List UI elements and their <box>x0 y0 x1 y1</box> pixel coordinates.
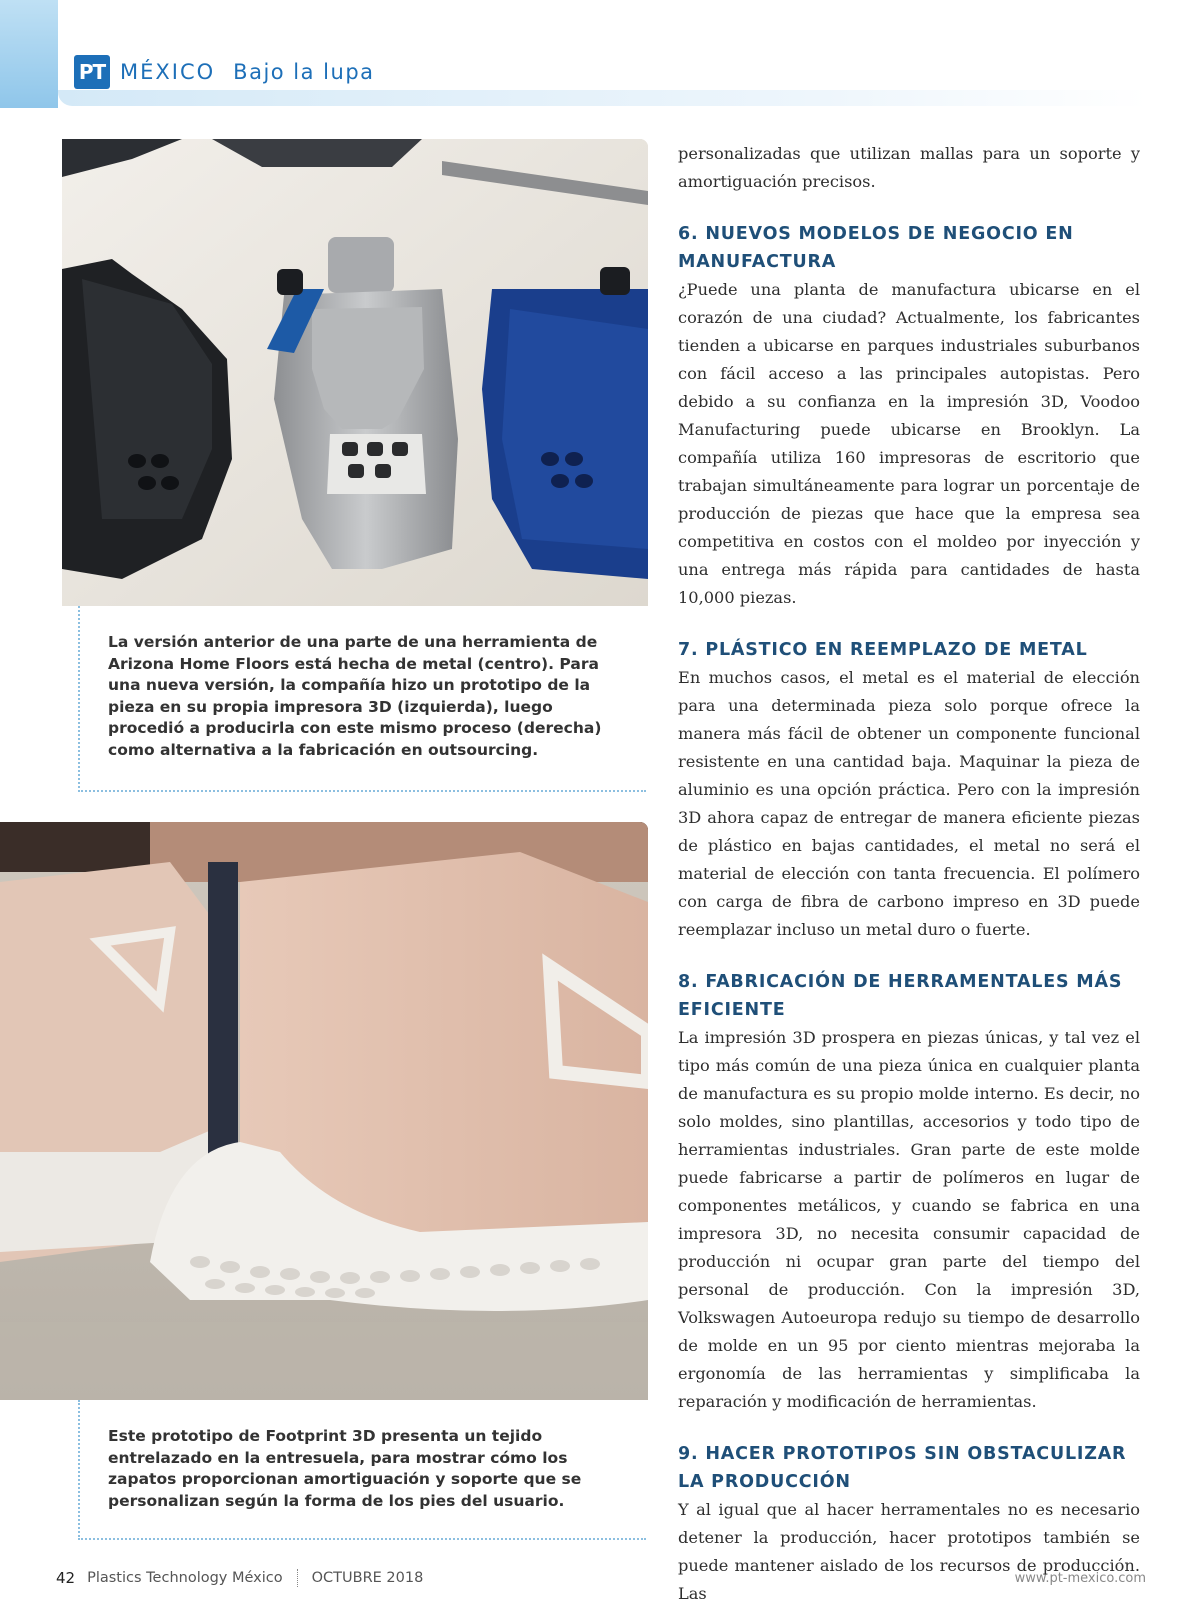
tool-parts-photo <box>62 139 648 606</box>
figure-caption-1: La versión anterior de una parte de una herramienta de Arizona Home Floors está hecha de metal (centro). Para una nueva versión, la compañía hizo un prototipo de la pieza en su propia impresora 3D (izquierda), luego procedió a producirla con este mismo proceso (derecha) como alternativa a la fabricación en outsourcing. <box>78 606 646 792</box>
section-heading-9: 9. HACER PROTOTIPOS SIN OBSTACULIZAR LA PRODUCCIÓN <box>678 1444 1127 1492</box>
page-header <box>74 54 375 90</box>
page-footer <box>56 1566 1146 1590</box>
shoe-prototype-photo <box>0 822 648 1400</box>
figure-caption-2: Este prototipo de Footprint 3D presenta un tejido entrelazado en la entresuela, para mostrar cómo los zapatos proporcionan amortiguación y soporte que se personalizan según la forma de los pies del usuario. <box>78 1400 646 1540</box>
section-title: MÉXICO <box>120 60 216 84</box>
subsection-title: Bajo la lupa <box>233 60 375 84</box>
header-accent-bar <box>0 0 58 108</box>
section-body-7: En muchos casos, el metal es el material de elección para una determinada pieza solo porque ofrece la manera más fácil de obtener un componente funcional resistente en una cantidad baja. Maquinar la pieza de aluminio es una opción práctica. Pero con la impresión 3D ahora capaz de entregar de manera eficiente piezas de plástico en bajas cantidades, el metal no será el material de elección con tanta frecuencia. El polímero con carga de fibra de carbono impreso en 3D puede reemplazar incluso un metal duro o fuerte. <box>678 668 1140 939</box>
publication-name: Plastics Technology México <box>87 1570 283 1586</box>
footer-divider <box>297 1569 298 1587</box>
section-heading-7: 7. PLÁSTICO EN REEMPLAZO DE METAL <box>678 640 1088 660</box>
tool-parts-illustration <box>62 139 648 606</box>
intro-paragraph: personalizadas que utilizan mallas para un soporte y amortiguación precisos. <box>678 144 1140 191</box>
page-number: 42 <box>56 1569 76 1587</box>
shoe-illustration <box>0 822 648 1400</box>
section-heading-6: 6. NUEVOS MODELOS DE NEGOCIO EN MANUFACTURA <box>678 224 1074 272</box>
header-band <box>58 90 1148 106</box>
section-body-8: La impresión 3D prospera en piezas únicas, y tal vez el tipo más común de una pieza única en cualquier planta de manufactura es su propio molde interno. Es decir, no solo moldes, sino plantillas, accesorios y todo tipo de herramientas industriales. Gran parte de este molde puede fabricarse a partir de polímeros en lugar de componentes metálicos, y cuando se fabrica en una impresora 3D, no necesita consumir capacidad de producción ni ocupar gran parte del tiempo del personal de producción. Con la impresión 3D, Volkswagen Autoeuropa redujo su tiempo de desarrollo de molde en un 95 por ciento mientras mejoraba la ergonomía de las herramientas y simplificaba la reparación y modificación de herramientas. <box>678 1028 1140 1411</box>
article-column <box>678 140 1140 1608</box>
issue-date: OCTUBRE 2018 <box>311 1570 424 1586</box>
website-link[interactable]: www.pt-mexico.com <box>1014 1570 1146 1586</box>
section-body-6: ¿Puede una planta de manufactura ubicarse en el corazón de una ciudad? Actualmente, los fabricantes tienden a ubicarse en parques industriales suburbanos con fácil acceso a las principales autopistas. Pero debido a su confianza en la impresión 3D, Voodoo Manufacturing puede ubicarse en Brooklyn. La compañía utiliza 160 impresoras de escritorio que trabajan simultáneamente para lograr un porcentaje de producción de piezas que hace que la empresa sea competitiva en costos con el moldeo por inyección y una entrega más rápida para cantidades de hasta 10,000 piezas. <box>678 280 1140 607</box>
pt-logo: PT <box>74 55 110 89</box>
section-heading-8: 8. FABRICACIÓN DE HERRAMENTALES MÁS EFICIENTE <box>678 972 1123 1020</box>
section-body-9: Y al igual que al hacer herramentales no es necesario detener la producción, hacer prototipos también se puede mantener aislado de los recursos de producción. Las <box>678 1500 1140 1603</box>
